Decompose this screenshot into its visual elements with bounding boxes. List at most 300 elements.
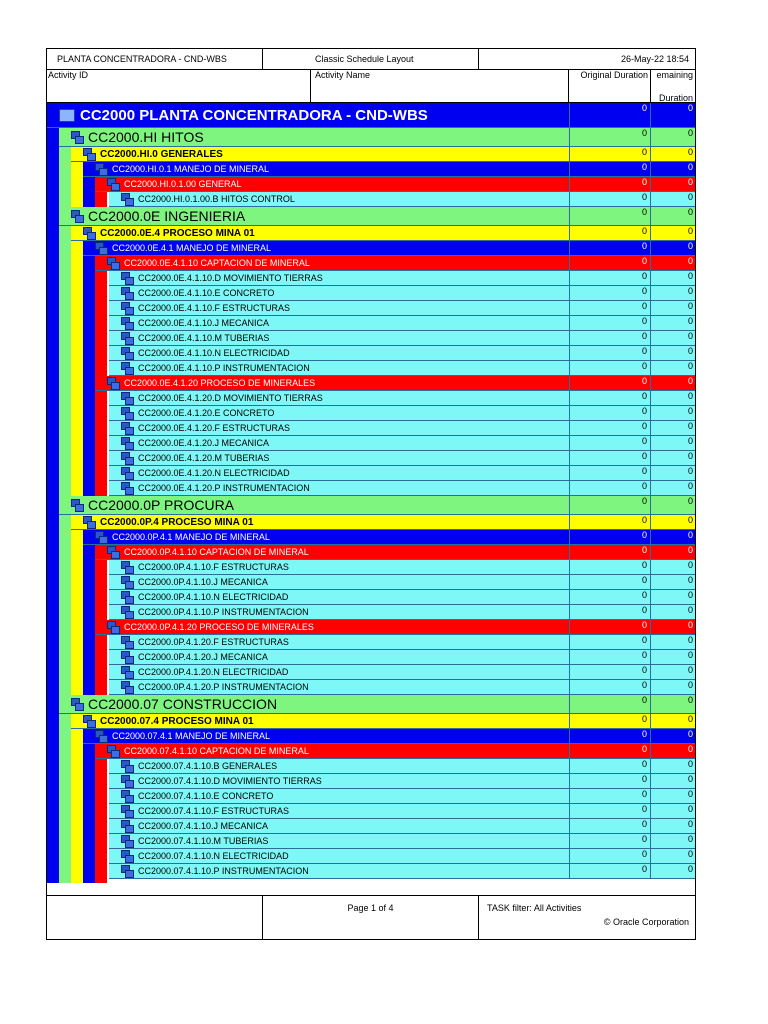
wbs-row-level-3[interactable] [83, 162, 695, 177]
row-name [121, 316, 569, 330]
row-name [121, 361, 569, 375]
row-label: CC2000.0E.4.1.10.J MECANICA [138, 318, 270, 328]
original-duration-cell: 0 [569, 207, 651, 225]
wbs-row-level-4[interactable] [95, 744, 695, 759]
activity-row[interactable] [109, 665, 695, 680]
original-duration-cell: 0 [569, 714, 651, 728]
remaining-duration-cell: 0 [651, 406, 695, 420]
remaining-duration-cell: 0 [651, 128, 695, 146]
row-name [107, 256, 569, 270]
remaining-duration-cell: 0 [651, 147, 695, 161]
activity-row[interactable] [109, 789, 695, 804]
activity-row[interactable] [109, 436, 695, 451]
wbs-icon[interactable] [107, 257, 119, 269]
original-duration-cell: 0 [569, 177, 651, 191]
row-label: CC2000.0E.4.1.10 CAPTACION DE MINERAL [124, 258, 310, 268]
wbs-icon[interactable] [107, 377, 119, 389]
row-name [121, 451, 569, 465]
row-name [121, 804, 569, 818]
original-duration-cell: 0 [569, 496, 651, 514]
row-name [121, 301, 569, 315]
remaining-duration-cell: 0 [651, 331, 695, 345]
layout-name: Classic Schedule Layout [263, 49, 479, 69]
remaining-duration-cell: 0 [651, 620, 695, 634]
activity-row[interactable] [109, 560, 695, 575]
remaining-duration-cell: 0 [651, 391, 695, 405]
original-duration-cell: 0 [569, 466, 651, 480]
copyright: © Oracle Corporation [603, 917, 689, 927]
activity-row[interactable] [109, 316, 695, 331]
remaining-duration-cell: 0 [651, 635, 695, 649]
remaining-duration-cell: 0 [651, 226, 695, 240]
row-label: CC2000.07.4.1.10.F ESTRUCTURAS [138, 806, 290, 816]
wbs-icon[interactable] [95, 730, 107, 742]
activity-row[interactable] [109, 804, 695, 819]
remaining-duration-cell: 0 [651, 680, 695, 694]
wbs-icon[interactable] [107, 546, 119, 558]
row-label: CC2000.0E.4.1.20.F ESTRUCTURAS [138, 423, 291, 433]
activity-row[interactable] [109, 346, 695, 361]
wbs-icon[interactable] [83, 227, 95, 239]
row-name [83, 226, 569, 240]
original-duration-cell: 0 [569, 620, 651, 634]
original-duration-cell: 0 [569, 849, 651, 863]
wbs-row-level-1[interactable] [59, 496, 695, 515]
activity-row[interactable] [109, 774, 695, 789]
row-name [107, 177, 569, 191]
row-label: CC2000.07.4.1.10.N ELECTRICIDAD [138, 851, 289, 861]
activity-icon[interactable] [121, 482, 133, 494]
column-headers [47, 69, 695, 102]
original-duration-cell: 0 [569, 515, 651, 529]
remaining-duration-cell: 0 [651, 376, 695, 390]
row-label: CC2000.0E.4.1.20.D MOVIMIENTO TIERRAS [138, 393, 323, 403]
row-label: CC2000.0E.4.1.10.F ESTRUCTURAS [138, 303, 291, 313]
remaining-duration-cell: 0 [651, 466, 695, 480]
task-filter: TASK filter: All Activities [487, 903, 582, 913]
wbs-icon[interactable] [71, 210, 83, 222]
row-name [107, 376, 569, 390]
remaining-duration-cell: 0 [651, 744, 695, 758]
wbs-icon[interactable] [83, 516, 95, 528]
report-date: 26-May-22 18:54 [620, 54, 689, 64]
original-duration-cell: 0 [569, 819, 651, 833]
activity-icon[interactable] [121, 636, 133, 648]
activity-row[interactable] [109, 605, 695, 620]
activity-row[interactable] [109, 864, 695, 879]
activity-icon[interactable] [121, 835, 133, 847]
remaining-duration-cell: 0 [651, 271, 695, 285]
folder-icon[interactable] [59, 109, 75, 122]
row-label: CC2000.HI HITOS [88, 129, 204, 145]
row-name [59, 103, 569, 127]
activity-icon[interactable] [121, 407, 133, 419]
row-label: CC2000.07.4.1.10.E CONCRETO [138, 791, 274, 801]
page-number: Page 1 of 4 [263, 896, 479, 940]
row-name [121, 665, 569, 679]
row-name [121, 466, 569, 480]
activity-icon[interactable] [121, 332, 133, 344]
wbs-row-level-1[interactable] [59, 695, 695, 714]
remaining-duration-cell: 0 [651, 729, 695, 743]
remaining-duration-cell: 0 [651, 819, 695, 833]
activity-icon[interactable] [121, 666, 133, 678]
row-label: CC2000.0P.4.1.20.J MECANICA [138, 652, 268, 662]
remaining-duration-cell: 0 [651, 316, 695, 330]
wbs-row-level-4[interactable] [95, 256, 695, 271]
original-duration-cell: 0 [569, 436, 651, 450]
activity-row[interactable] [109, 406, 695, 421]
activity-icon[interactable] [121, 193, 133, 205]
wbs-icon[interactable] [107, 745, 119, 757]
row-label: CC2000.0E.4.1.20.E CONCRETO [138, 408, 275, 418]
remaining-duration-cell: 0 [651, 301, 695, 315]
activity-icon[interactable] [121, 850, 133, 862]
activity-icon[interactable] [121, 422, 133, 434]
original-duration-cell: 0 [569, 346, 651, 360]
row-name [121, 680, 569, 694]
remaining-duration-cell: 0 [651, 436, 695, 450]
remaining-duration-cell: 0 [651, 545, 695, 559]
original-duration-cell: 0 [569, 301, 651, 315]
original-duration-cell: 0 [569, 605, 651, 619]
row-label: CC2000.0E.4.1.20.J MECANICA [138, 438, 270, 448]
original-duration-cell: 0 [569, 241, 651, 255]
activity-icon[interactable] [121, 606, 133, 618]
wbs-row-level-4[interactable] [95, 545, 695, 560]
activity-row[interactable] [109, 590, 695, 605]
remaining-duration-cell: 0 [651, 177, 695, 191]
row-label: CC2000.0E.4.1.10.N ELECTRICIDAD [138, 348, 290, 358]
activity-row[interactable] [109, 421, 695, 436]
remaining-duration-cell: 0 [651, 103, 695, 127]
col-remaining-line1: emaining [656, 70, 693, 80]
remaining-duration-cell: 0 [651, 286, 695, 300]
row-label: CC2000.0P.4 PROCESO MINA 01 [100, 516, 254, 528]
wbs-row-level-1[interactable] [59, 128, 695, 147]
original-duration-cell: 0 [569, 789, 651, 803]
original-duration-cell: 0 [569, 316, 651, 330]
activity-row[interactable] [109, 466, 695, 481]
col-remaining-duration[interactable] [651, 69, 695, 102]
remaining-duration-cell: 0 [651, 451, 695, 465]
remaining-duration-cell: 0 [651, 834, 695, 848]
wbs-row-level-3[interactable] [83, 530, 695, 545]
wbs-row-level-2[interactable] [71, 226, 695, 241]
original-duration-cell: 0 [569, 575, 651, 589]
activity-icon[interactable] [121, 651, 133, 663]
remaining-duration-cell: 0 [651, 650, 695, 664]
row-label: CC2000.0P.4.1.20 PROCESO DE MINERALES [124, 622, 314, 632]
wbs-row-level-4[interactable] [95, 177, 695, 192]
activity-row[interactable] [109, 271, 695, 286]
row-name [121, 346, 569, 360]
project-title: PLANTA CONCENTRADORA - CND-WBS [47, 49, 263, 69]
activity-icon[interactable] [121, 775, 133, 787]
activity-icon[interactable] [121, 805, 133, 817]
row-name [121, 774, 569, 788]
original-duration-cell: 0 [569, 834, 651, 848]
activity-icon[interactable] [121, 467, 133, 479]
original-duration-cell: 0 [569, 192, 651, 206]
activity-row[interactable] [109, 650, 695, 665]
col-activity-id[interactable]: Activity ID [47, 69, 311, 102]
activity-row[interactable] [109, 635, 695, 650]
row-name [121, 421, 569, 435]
wbs-row-level-1[interactable] [59, 207, 695, 226]
row-label: CC2000.07 CONSTRUCCION [88, 696, 278, 712]
activity-row[interactable] [109, 451, 695, 466]
report-footer [47, 895, 695, 940]
row-label: CC2000 PLANTA CONCENTRADORA - CND-WBS [80, 106, 428, 124]
original-duration-cell: 0 [569, 421, 651, 435]
row-name [107, 620, 569, 634]
row-label: CC2000.0E.4.1.10.M TUBERIAS [138, 333, 270, 343]
activity-row[interactable] [109, 361, 695, 376]
row-name [121, 192, 569, 206]
row-name [95, 241, 569, 255]
remaining-duration-cell: 0 [651, 421, 695, 435]
wbs-row-level-3[interactable] [83, 241, 695, 256]
remaining-duration-cell: 0 [651, 714, 695, 728]
activity-icon[interactable] [121, 820, 133, 832]
wbs-icon[interactable] [107, 178, 119, 190]
wbs-icon[interactable] [107, 621, 119, 633]
activity-row[interactable] [109, 834, 695, 849]
remaining-duration-cell: 0 [651, 496, 695, 514]
original-duration-cell: 0 [569, 729, 651, 743]
row-name [83, 714, 569, 728]
activity-icon[interactable] [121, 272, 133, 284]
row-label: CC2000.0E.4.1 MANEJO DE MINERAL [112, 243, 272, 253]
remaining-duration-cell: 0 [651, 162, 695, 176]
remaining-duration-cell: 0 [651, 804, 695, 818]
row-name [121, 650, 569, 664]
remaining-duration-cell: 0 [651, 864, 695, 878]
remaining-duration-cell: 0 [651, 515, 695, 529]
original-duration-cell: 0 [569, 376, 651, 390]
remaining-duration-cell: 0 [651, 695, 695, 713]
remaining-duration-cell: 0 [651, 789, 695, 803]
original-duration-cell: 0 [569, 406, 651, 420]
activity-row[interactable] [109, 192, 695, 207]
activity-icon[interactable] [121, 317, 133, 329]
original-duration-cell: 0 [569, 680, 651, 694]
original-duration-cell: 0 [569, 590, 651, 604]
original-duration-cell: 0 [569, 271, 651, 285]
activity-row[interactable] [109, 819, 695, 834]
wbs-row-level-4[interactable] [95, 620, 695, 635]
report-header [47, 49, 695, 70]
original-duration-cell: 0 [569, 286, 651, 300]
row-name [71, 496, 569, 514]
original-duration-cell: 0 [569, 530, 651, 544]
activity-row[interactable] [109, 680, 695, 695]
activity-row[interactable] [109, 286, 695, 301]
col-remaining-line2: Duration [658, 93, 693, 102]
activity-icon[interactable] [121, 392, 133, 404]
wbs-row-level-2[interactable] [71, 147, 695, 162]
remaining-duration-cell: 0 [651, 665, 695, 679]
activity-icon[interactable] [121, 760, 133, 772]
row-label: CC2000.0P.4.1.10.J MECANICA [138, 577, 268, 587]
wbs-row-level-0[interactable] [47, 103, 695, 128]
original-duration-cell: 0 [569, 162, 651, 176]
row-name [121, 635, 569, 649]
remaining-duration-cell: 0 [651, 759, 695, 773]
row-name [121, 406, 569, 420]
activity-icon[interactable] [121, 452, 133, 464]
activity-icon[interactable] [121, 302, 133, 314]
wbs-icon[interactable] [83, 148, 95, 160]
row-name [121, 331, 569, 345]
row-label: CC2000.07.4 PROCESO MINA 01 [100, 715, 254, 727]
remaining-duration-cell: 0 [651, 481, 695, 495]
col-original-duration[interactable]: Original Duration [569, 69, 651, 102]
row-label: CC2000.0E INGENIERIA [88, 208, 246, 224]
activity-icon[interactable] [121, 790, 133, 802]
remaining-duration-cell: 0 [651, 560, 695, 574]
row-label: CC2000.07.4.1.10 CAPTACION DE MINERAL [124, 746, 309, 756]
activity-icon[interactable] [121, 591, 133, 603]
row-label: CC2000.0P.4.1.10.F ESTRUCTURAS [138, 562, 289, 572]
row-name [121, 271, 569, 285]
activity-icon[interactable] [121, 681, 133, 693]
remaining-duration-cell: 0 [651, 774, 695, 788]
original-duration-cell: 0 [569, 774, 651, 788]
remaining-duration-cell: 0 [651, 346, 695, 360]
activity-row[interactable] [109, 849, 695, 864]
original-duration-cell: 0 [569, 481, 651, 495]
remaining-duration-cell: 0 [651, 590, 695, 604]
row-name [121, 834, 569, 848]
row-name [121, 575, 569, 589]
row-label: CC2000.0P.4.1.10.P INSTRUMENTACION [138, 607, 309, 617]
row-name [121, 605, 569, 619]
wbs-row-level-3[interactable] [83, 729, 695, 744]
activity-icon[interactable] [121, 561, 133, 573]
row-name [83, 515, 569, 529]
original-duration-cell: 0 [569, 226, 651, 240]
activity-row[interactable] [109, 391, 695, 406]
activity-row[interactable] [109, 331, 695, 346]
original-duration-cell: 0 [569, 361, 651, 375]
row-name [71, 128, 569, 146]
row-label: CC2000.0E.4 PROCESO MINA 01 [100, 227, 255, 239]
row-name [121, 864, 569, 878]
original-duration-cell: 0 [569, 147, 651, 161]
wbs-icon[interactable] [71, 698, 83, 710]
row-label: CC2000.0E.4.1.20.M TUBERIAS [138, 453, 270, 463]
remaining-duration-cell: 0 [651, 207, 695, 225]
row-label: CC2000.0E.4.1.20 PROCESO DE MINERALES [124, 378, 316, 388]
footer-right-cell [479, 896, 695, 940]
original-duration-cell: 0 [569, 128, 651, 146]
remaining-duration-cell: 0 [651, 192, 695, 206]
row-name [95, 729, 569, 743]
report-frame [46, 48, 696, 940]
wbs-icon[interactable] [95, 242, 107, 254]
remaining-duration-cell: 0 [651, 530, 695, 544]
original-duration-cell: 0 [569, 331, 651, 345]
original-duration-cell: 0 [569, 635, 651, 649]
row-name [121, 286, 569, 300]
wbs-icon[interactable] [83, 715, 95, 727]
activity-icon[interactable] [121, 576, 133, 588]
remaining-duration-cell: 0 [651, 256, 695, 270]
remaining-duration-cell: 0 [651, 575, 695, 589]
original-duration-cell: 0 [569, 650, 651, 664]
activity-row[interactable] [109, 481, 695, 496]
row-label: CC2000.07.4.1.10.J MECANICA [138, 821, 269, 831]
wbs-icon[interactable] [95, 163, 107, 175]
row-label: CC2000.0E.4.1.20.P INSTRUMENTACION [138, 483, 310, 493]
activity-row[interactable] [109, 301, 695, 316]
row-name [107, 744, 569, 758]
activity-icon[interactable] [121, 437, 133, 449]
original-duration-cell: 0 [569, 695, 651, 713]
row-label: CC2000.07.4.1.10.D MOVIMIENTO TIERRAS [138, 776, 322, 786]
row-name [95, 530, 569, 544]
wbs-icon[interactable] [71, 131, 83, 143]
row-name [107, 545, 569, 559]
row-label: CC2000.HI.0 GENERALES [100, 148, 223, 160]
row-label: CC2000.HI.0.1 MANEJO DE MINERAL [112, 164, 270, 174]
activity-row[interactable] [109, 575, 695, 590]
activity-row[interactable] [109, 759, 695, 774]
row-label: CC2000.0E.4.1.20.N ELECTRICIDAD [138, 468, 290, 478]
wbs-row-level-2[interactable] [71, 515, 695, 530]
original-duration-cell: 0 [569, 103, 651, 127]
original-duration-cell: 0 [569, 545, 651, 559]
wbs-row-level-4[interactable] [95, 376, 695, 391]
row-label: CC2000.0P PROCURA [88, 497, 235, 513]
row-name [71, 695, 569, 713]
original-duration-cell: 0 [569, 451, 651, 465]
original-duration-cell: 0 [569, 560, 651, 574]
row-label: CC2000.0P.4.1 MANEJO DE MINERAL [112, 532, 270, 542]
row-label: CC2000.0P.4.1.20.F ESTRUCTURAS [138, 637, 289, 647]
row-name [121, 391, 569, 405]
activity-grid [47, 102, 695, 883]
activity-icon[interactable] [121, 362, 133, 374]
remaining-duration-cell: 0 [651, 849, 695, 863]
original-duration-cell: 0 [569, 744, 651, 758]
activity-icon[interactable] [121, 865, 133, 877]
wbs-icon[interactable] [71, 499, 83, 511]
activity-icon[interactable] [121, 287, 133, 299]
original-duration-cell: 0 [569, 759, 651, 773]
wbs-icon[interactable] [95, 531, 107, 543]
level-bar-0 [47, 103, 59, 883]
row-name [121, 436, 569, 450]
original-duration-cell: 0 [569, 864, 651, 878]
original-duration-cell: 0 [569, 256, 651, 270]
row-label: CC2000.0E.4.1.10.D MOVIMIENTO TIERRAS [138, 273, 323, 283]
activity-icon[interactable] [121, 347, 133, 359]
remaining-duration-cell: 0 [651, 241, 695, 255]
row-name [121, 481, 569, 495]
row-label: CC2000.HI.0.1.00.B HITOS CONTROL [138, 194, 295, 204]
remaining-duration-cell: 0 [651, 361, 695, 375]
row-name [121, 789, 569, 803]
row-label: CC2000.0E.4.1.10.P INSTRUMENTACION [138, 363, 310, 373]
col-activity-name[interactable]: Activity Name [311, 69, 569, 102]
wbs-row-level-2[interactable] [71, 714, 695, 729]
row-name [121, 759, 569, 773]
row-label: CC2000.07.4.1.10.P INSTRUMENTACION [138, 866, 309, 876]
row-label: CC2000.0P.4.1.10 CAPTACION DE MINERAL [124, 547, 309, 557]
